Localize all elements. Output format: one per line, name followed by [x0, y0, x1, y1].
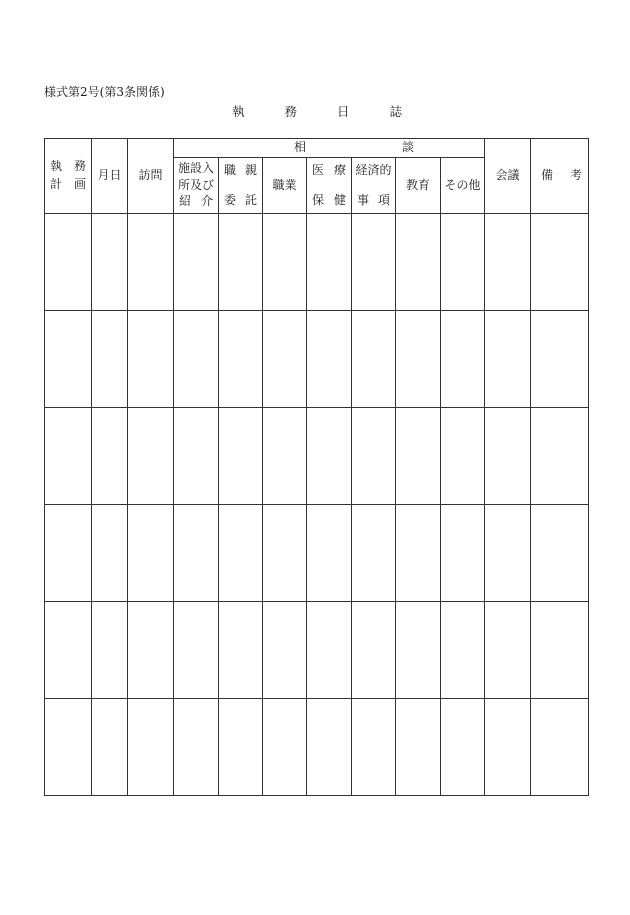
table-row — [45, 214, 589, 311]
table-row — [45, 699, 589, 796]
title-char: 執 — [232, 104, 245, 119]
table-row — [45, 408, 589, 505]
header-shimu-keikaku: 執 務 計 画 — [45, 139, 92, 214]
title-char: 日 — [336, 104, 350, 119]
document-title — [232, 102, 402, 120]
form-number-label: 様式第2号(第3条関係) — [44, 85, 165, 99]
title-char: 誌 — [389, 104, 402, 119]
header-economic-matters: 経済的 事 項 — [352, 158, 396, 214]
diary-table — [44, 138, 589, 796]
header-foster-employer: 職 親 委 託 — [219, 158, 263, 214]
header-date: 月日 — [92, 139, 128, 214]
title-char: 務 — [284, 104, 297, 119]
header-consultation: 相 談 — [174, 139, 485, 158]
header-meeting: 会議 — [485, 139, 531, 214]
header-facility-referral: 施設入 所及び 紹 介 — [174, 158, 219, 214]
header-occupation: 職業 — [263, 158, 307, 214]
header-medical-health: 医 療 保 健 — [307, 158, 352, 214]
table-row — [45, 311, 589, 408]
header-education: 教育 — [396, 158, 441, 214]
header-remarks: 備 考 — [531, 139, 589, 214]
table-row — [45, 505, 589, 602]
header-visit: 訪問 — [128, 139, 174, 214]
table-row — [45, 602, 589, 699]
header-other: その他 — [441, 158, 485, 214]
header-row-top — [45, 139, 589, 158]
